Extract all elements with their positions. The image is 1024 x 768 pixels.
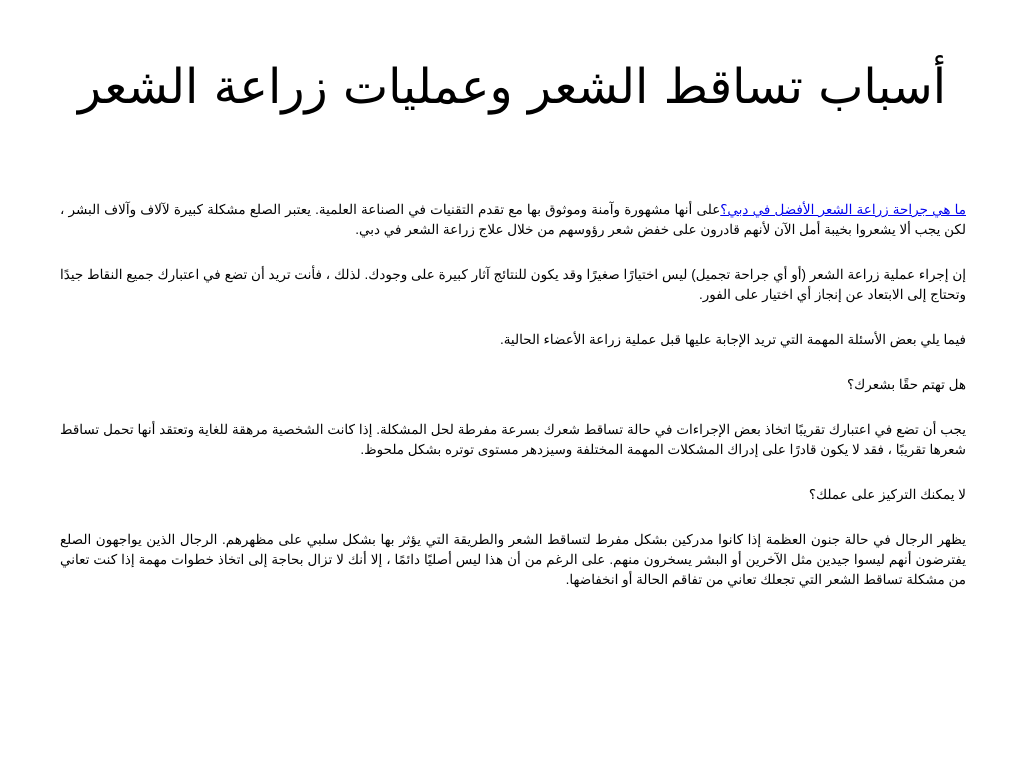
paragraph-paranoia: يظهر الرجال في حالة جنون العظمة إذا كانوا مدركين بشكل مفرط لتساقط الشعر والطريقة التي يؤثر بها بشكل سلبي على مظهرهم. الرجال الذين يواجهون الصلع يفترضون أنهم ليسوا جيدين مثل الآخرين أو البشر يسخرون منهم. على الرغم من أن هذا ليس أصليًا دائمًا ، إلا أنك لا تزال بحاجة إلى اتخاذ خطوات مهمة إذا كنت تعاني من مشكلة تساقط الشعر التي تجعلك تعاني من تفاقم الحالة أو انخفاضها. [60, 532, 966, 587]
slide-body [60, 200, 966, 615]
paragraph-hair-loss-action: يجب أن تضع في اعتبارك تقريبًا اتخاذ بعض الإجراءات في حالة تساقط شعرك بسرعة مفرطة لحل المشكلة. إذا كانت الشخصية مرهقة للغاية وتعتقد أنها تحمل تساقط شعرها تقريبًا ، فقد لا يكون قادرًا على إدراك المشكلات المهمة المختلفة وسيزدهر مستوى توتره بشكل ملحوظ. [60, 422, 966, 457]
paragraph-questions-intro: فيما يلي بعض الأسئلة المهمة التي تريد الإجابة عليها قبل عملية زراعة الأعضاء الحالية. [499, 332, 966, 347]
dubai-hair-transplant-link[interactable]: ما هي جراحة زراعة الشعر الأفضل في دبي؟ [720, 202, 966, 217]
question-care-about-hair: هل تهتم حقًا بشعرك؟ [847, 377, 966, 392]
question-focus-on-work: لا يمكنك التركيز على عملك؟ [808, 487, 966, 502]
paragraph-intro [60, 200, 966, 240]
paragraph-intro-text: على أنها مشهورة وآمنة وموثوق بها مع تقدم التقنيات في الصناعة العلمية. يعتبر الصلع مشكلة كبيرة لآلاف وآلاف البشر ، لكن يجب ألا يشعروا بخيبة أمل الآن لأنهم قادرون على خفض شعر رؤوسهم من خلال علاج زراعة الشعر في دبي. [60, 202, 966, 237]
slide-title: أسباب تساقط الشعر وعمليات زراعة الشعر [77, 59, 947, 115]
paragraph-procedure: إن إجراء عملية زراعة الشعر (أو أي جراحة تجميل) ليس اختيارًا صغيرًا وقد يكون للنتائج آثار كبيرة على وجودك. لذلك ، فأنت تريد أن تضع في اعتبارك جميع النقاط جيدًا وتحتاج إلى الابتعاد عن إنجاز أي اختيار على الفور. [60, 267, 966, 302]
